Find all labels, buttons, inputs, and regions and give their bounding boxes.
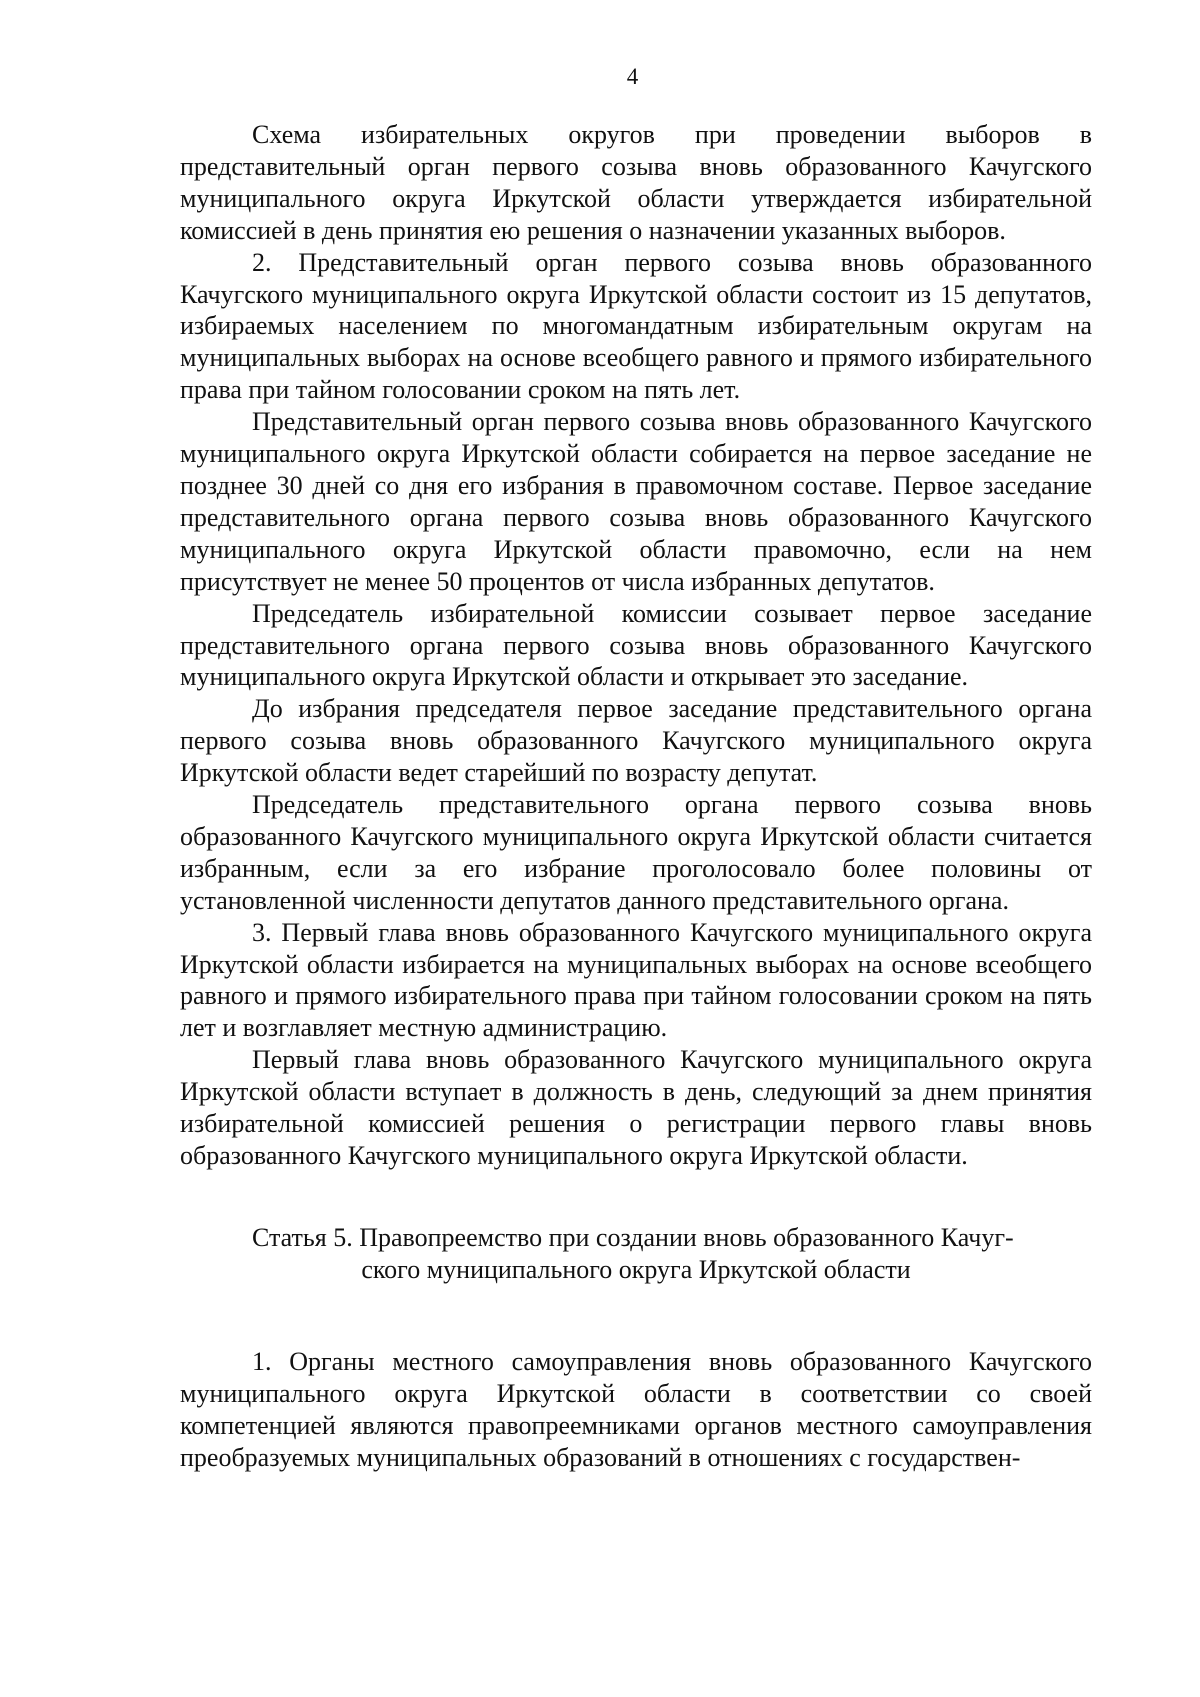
article-heading-line-2: ского муниципального округа Иркутской области <box>361 1254 911 1284</box>
page-number: 4 <box>626 64 639 89</box>
paragraph-scheme: Схема избирательных округов при проведении выборов в представительный орган первого созыва вновь образованного Качугского муниципального округа Иркутской области утверждается избирательной комиссией в день принятия ею решения о назначении указанных выборов. <box>180 120 1092 245</box>
paragraph-eldest-deputy: До избрания председателя первое заседание представительного органа первого созыва вновь образованного Качугского муниципального округа Иркутской области ведет старейший по возрасту депутат. <box>180 694 1092 788</box>
paragraph-item-2: 2. Представительный орган первого созыва вновь образованного Качугского муниципального округа Иркутской области состоит из 15 депутатов, избираемых населением по многомандатным избирательным округам на муниципальных выборах на основе всеобщего равного и прямого избирательного права при тайном голосовании сроком на пять лет. <box>180 247 1092 405</box>
article-heading-line-1: Статья 5. Правопреемство при создании вновь образованного Качуг- <box>252 1222 1014 1252</box>
document-body <box>180 119 1092 1474</box>
paragraph-chair-elected: Председатель представительного органа первого созыва вновь образованного Качугского муниципального округа Иркутской области считается избранным, если за его избрание проголосовало более половины от установленной численности депутатов данного представительного органа. <box>180 790 1092 915</box>
paragraph-head-office: Первый глава вновь образованного Качугского муниципального округа Иркутской области вступает в должность в день, следующий за днем принятия избирательной комиссией решения о регистрации первого главы вновь образованного Качугского муниципального округа Иркутской области. <box>180 1045 1092 1170</box>
paragraph-article-5-item-1: 1. Органы местного самоуправления вновь образованного Качугского муниципального округа Иркутской области в соответствии со своей компетенцией являются правопреемниками органов местного самоуправления преобразуемых муниципальных образований в отношениях с государствен- <box>180 1346 1092 1472</box>
paragraph-item-3: 3. Первый глава вновь образованного Качугского муниципального округа Иркутской области избирается на муниципальных выборах на основе всеобщего равного и прямого избирательного права при тайном голосовании сроком на пять лет и возглавляет местную администрацию. <box>180 917 1092 1043</box>
article-5-heading <box>180 1222 1092 1286</box>
paragraph-first-session: Представительный орган первого созыва вновь образованного Качугского муниципального округа Иркутской области собирается на первое заседание не позднее 30 дней со дня его избрания в правомочном составе. Первое заседание представительного органа первого созыва вновь образованного Качугского муниципального округа Иркутской области правомочно, если на нем присутствует не менее 50 процентов от числа избранных депутатов. <box>180 407 1092 596</box>
paragraph-commission-chair: Председатель избирательной комиссии созывает первое заседание представительного органа первого созыва вновь образованного Качугского муниципального округа Иркутской области и открывает это заседание. <box>180 598 1092 692</box>
